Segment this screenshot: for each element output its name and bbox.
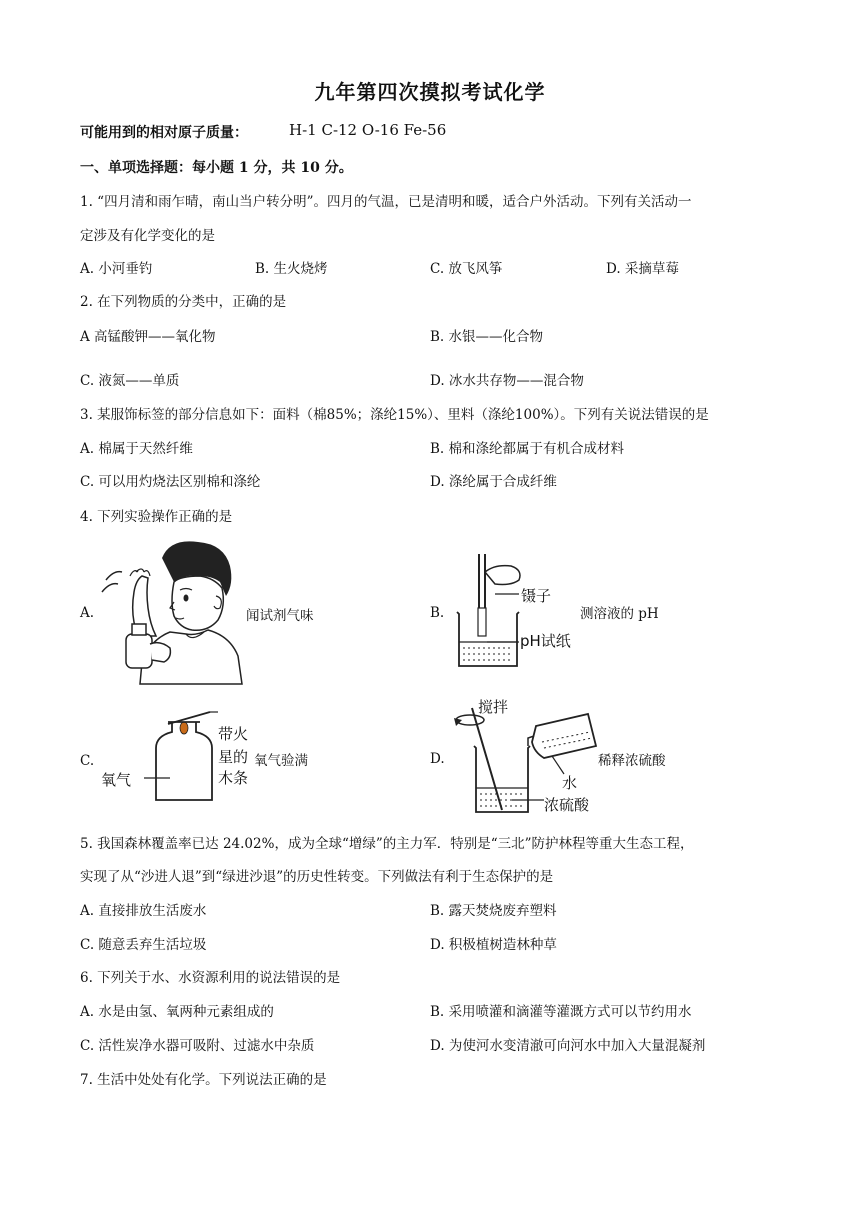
q6-option-a: A. 水是由氢、氧两种元素组成的 — [80, 1004, 274, 1020]
q1-option-c: C. 放飞风筝 — [430, 261, 503, 277]
q4-option-d-caption: 稀释浓硫酸 — [598, 753, 666, 769]
q4-stem: 4. 下列实验操作正确的是 — [80, 509, 233, 525]
q4-option-a-letter: A. — [80, 605, 95, 621]
q5-option-a: A. 直接排放生活废水 — [80, 903, 207, 919]
glowing-splint-label-2: 星的 — [218, 748, 249, 766]
atomic-mass-label: 可能用到的相对原子质量： — [80, 125, 248, 141]
q5-stem-line2: 实现了从“沙进人退”到“绿进沙退”的历史性转变。下列做法有利于生态保护的是 — [80, 869, 554, 885]
q2-option-d: D. 冰水共存物——混合物 — [430, 373, 584, 389]
ph-test-figure — [455, 550, 525, 670]
q6-option-b: B. 采用喷灌和滴灌等灌溉方式可以节约用水 — [430, 1004, 692, 1020]
page-title: 九年第四次摸拟考试化学 — [314, 80, 546, 104]
q2-stem: 2. 在下列物质的分类中，正确的是 — [80, 294, 287, 310]
q1-option-b: B. 生火烧烤 — [255, 261, 328, 277]
stir-label: 搅拌 — [478, 698, 509, 716]
q6-option-c: C. 活性炭净水器可吸附、过滤水中杂质 — [80, 1038, 315, 1054]
q2-option-c: C. 液氮——单质 — [80, 373, 180, 389]
conc-acid-label: 浓硫酸 — [544, 796, 590, 814]
q1-stem-line1: 1. “四月清和雨乍晴，南山当户转分明”。四月的气温，已是清明和暖，适合户外活动。下列有关活动一 — [80, 194, 692, 210]
q4-option-d-letter: D. — [430, 751, 445, 767]
q3-option-b: B. 棉和涤纶都属于有机合成材料 — [430, 441, 625, 457]
tweezers-label: 镊子 — [521, 587, 552, 605]
q4-option-a-caption: 闻试剂气味 — [246, 608, 314, 624]
q1-option-d: D. 采摘草莓 — [606, 261, 679, 277]
q6-stem: 6. 下列关于水、水资源利用的说法错误的是 — [80, 970, 341, 986]
ph-paper-label: pH试纸 — [520, 632, 571, 650]
q5-option-c: C. 随意丢弃生活垃圾 — [80, 937, 207, 953]
q5-option-d: D. 积极植树造林种草 — [430, 937, 557, 953]
q4-option-c-caption: 氧气验满 — [254, 753, 308, 769]
q3-option-a: A. 棉属于天然纤维 — [80, 441, 193, 457]
q4-option-b-caption: 测溶液的 pH — [580, 606, 659, 622]
glowing-splint-label-1: 带火 — [218, 725, 249, 743]
smelling-reagent-figure — [100, 536, 250, 684]
q1-stem-line2: 定涉及有化学变化的是 — [80, 228, 215, 244]
q2-option-b: B. 水银——化合物 — [430, 329, 544, 345]
oxygen-bottle-figure — [150, 708, 220, 804]
atomic-mass-values: H-1 C-12 O-16 Fe-56 — [289, 121, 447, 139]
q6-option-d: D. 为使河水变清澈可向河水中加入大量混凝剂 — [430, 1038, 706, 1054]
q3-option-d: D. 涤纶属于合成纤维 — [430, 474, 557, 490]
water-label: 水 — [562, 774, 578, 792]
q5-stem-line1: 5. 我国森林覆盖率已达 24.02%，成为全球“增绿”的主力军．特别是“三北”防护林程等重大生态工程， — [80, 836, 694, 852]
section-heading: 一、单项选择题：每小题 1 分，共 10 分。 — [80, 160, 353, 176]
q4-option-c-letter: C. — [80, 753, 95, 769]
glowing-splint-label-3: 木条 — [218, 769, 249, 787]
q7-stem: 7. 生活中处处有化学。下列说法正确的是 — [80, 1072, 327, 1088]
q4-option-b-letter: B. — [430, 605, 445, 621]
q2-option-a: A 高锰酸钾——氧化物 — [80, 329, 216, 345]
q3-stem: 3. 某服饰标签的部分信息如下：面料（棉85%；涤纶15%）、里料（涤纶100%）。下列有关说法错误的是 — [80, 407, 709, 423]
q5-option-b: B. 露天焚烧废弃塑料 — [430, 903, 557, 919]
q1-option-a: A. 小河垂钓 — [80, 261, 153, 277]
oxygen-label: 氧气 — [101, 771, 132, 789]
q3-option-c: C. 可以用灼烧法区别棉和涤纶 — [80, 474, 261, 490]
